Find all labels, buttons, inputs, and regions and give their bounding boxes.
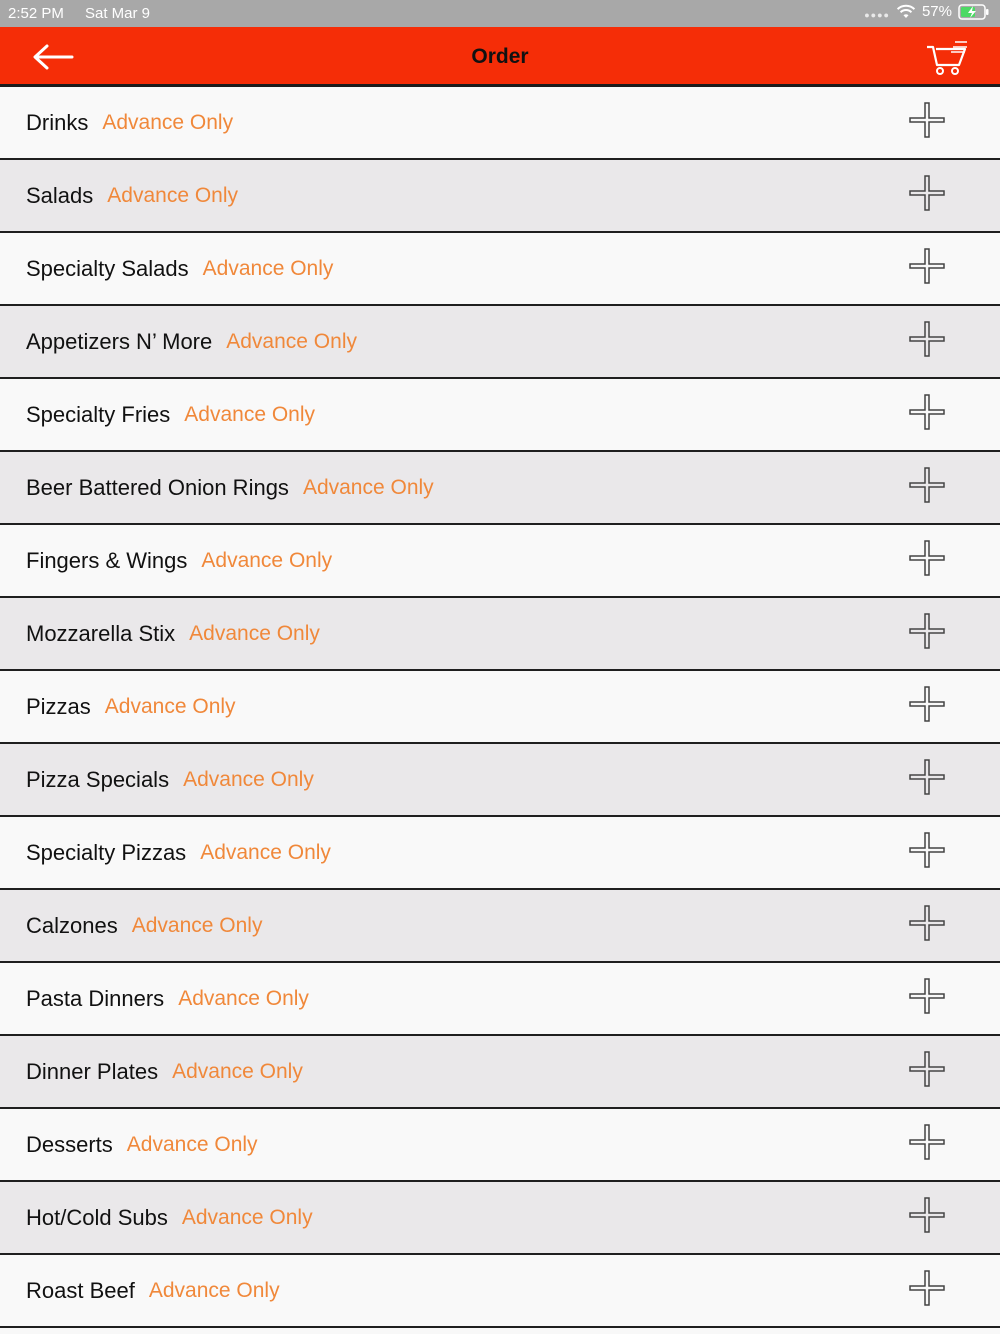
category-row[interactable]	[0, 452, 1000, 525]
add-category-plus-icon[interactable]	[909, 1051, 945, 1087]
category-name: Hot/Cold Subs	[26, 1204, 168, 1230]
category-row[interactable]	[0, 87, 1000, 160]
advance-only-tag: Advance Only	[107, 183, 239, 207]
add-category-plus-icon[interactable]	[909, 394, 945, 430]
advance-only-tag: Advance Only	[226, 329, 357, 353]
advance-only-tag: Advance Only	[183, 767, 314, 791]
category-row[interactable]	[0, 1109, 1000, 1182]
add-category-plus-icon[interactable]	[909, 175, 945, 211]
signal-dots-icon: ●●●●	[864, 9, 890, 20]
category-name: Specialty Fries	[26, 401, 171, 427]
add-category-plus-icon[interactable]	[909, 978, 945, 1014]
category-name: Specialty Salads	[26, 255, 189, 281]
category-row[interactable]	[0, 598, 1000, 671]
advance-only-tag: Advance Only	[202, 256, 334, 280]
category-row[interactable]	[0, 890, 1000, 963]
advance-only-tag: Advance Only	[102, 110, 234, 134]
advance-only-tag: Advance Only	[126, 1132, 258, 1156]
add-category-plus-icon[interactable]	[909, 321, 945, 357]
battery-charging-icon	[958, 4, 990, 20]
status-time: 2:52 PM	[8, 5, 64, 22]
advance-only-tag: Advance Only	[181, 1205, 313, 1229]
add-category-plus-icon[interactable]	[909, 686, 945, 722]
add-category-plus-icon[interactable]	[909, 248, 945, 284]
category-name: Beer Battered Onion Rings	[26, 474, 289, 500]
advance-only-tag: Advance Only	[104, 694, 236, 718]
category-row[interactable]	[0, 671, 1000, 744]
navigation-bar	[0, 27, 1000, 87]
category-name: Mozzarella Stix	[26, 620, 176, 646]
page-title: Order	[471, 45, 529, 68]
category-name: Pasta Dinners	[26, 985, 165, 1011]
battery-percent: 57%	[921, 3, 952, 20]
category-row[interactable]	[0, 160, 1000, 233]
category-name: Desserts	[26, 1131, 113, 1157]
advance-only-tag: Advance Only	[189, 621, 320, 645]
category-name: Pizza Specials	[26, 766, 170, 792]
category-name: Drinks	[26, 109, 89, 135]
category-row[interactable]	[0, 817, 1000, 890]
category-name: Fingers & Wings	[26, 547, 188, 573]
category-row[interactable]	[0, 306, 1000, 379]
advance-only-tag: Advance Only	[201, 548, 333, 572]
add-category-plus-icon[interactable]	[909, 1197, 945, 1233]
add-category-plus-icon[interactable]	[909, 540, 945, 576]
advance-only-tag: Advance Only	[302, 475, 434, 499]
add-category-plus-icon[interactable]	[909, 102, 945, 138]
add-category-plus-icon[interactable]	[909, 759, 945, 795]
category-list	[0, 87, 1000, 1328]
status-right	[864, 3, 990, 20]
advance-only-tag: Advance Only	[178, 986, 309, 1010]
category-name: Dinner Plates	[26, 1058, 159, 1084]
category-name: Salads	[26, 182, 94, 208]
category-row[interactable]	[0, 379, 1000, 452]
advance-only-tag: Advance Only	[184, 402, 316, 426]
wifi-icon	[896, 4, 916, 20]
category-row[interactable]	[0, 233, 1000, 306]
advance-only-tag: Advance Only	[131, 913, 263, 937]
advance-only-tag: Advance Only	[148, 1278, 280, 1302]
add-category-plus-icon[interactable]	[909, 1270, 945, 1306]
category-name: Pizzas	[26, 693, 91, 719]
category-row[interactable]	[0, 1255, 1000, 1328]
add-category-plus-icon[interactable]	[909, 613, 945, 649]
add-category-plus-icon[interactable]	[909, 467, 945, 503]
add-category-plus-icon[interactable]	[909, 1124, 945, 1160]
category-name: Roast Beef	[26, 1277, 135, 1303]
status-date: Sat Mar 9	[85, 5, 151, 22]
category-name: Specialty Pizzas	[26, 839, 187, 865]
category-row[interactable]	[0, 963, 1000, 1036]
status-bar	[0, 0, 1000, 27]
category-row[interactable]	[0, 1182, 1000, 1255]
advance-only-tag: Advance Only	[200, 840, 331, 864]
category-row[interactable]	[0, 744, 1000, 817]
category-row[interactable]	[0, 1036, 1000, 1109]
cart-icon[interactable]	[925, 39, 969, 77]
category-row[interactable]	[0, 525, 1000, 598]
add-category-plus-icon[interactable]	[909, 832, 945, 868]
category-name: Appetizers N’ More	[26, 328, 213, 354]
category-name: Calzones	[26, 912, 118, 938]
add-category-plus-icon[interactable]	[909, 905, 945, 941]
advance-only-tag: Advance Only	[172, 1059, 303, 1083]
